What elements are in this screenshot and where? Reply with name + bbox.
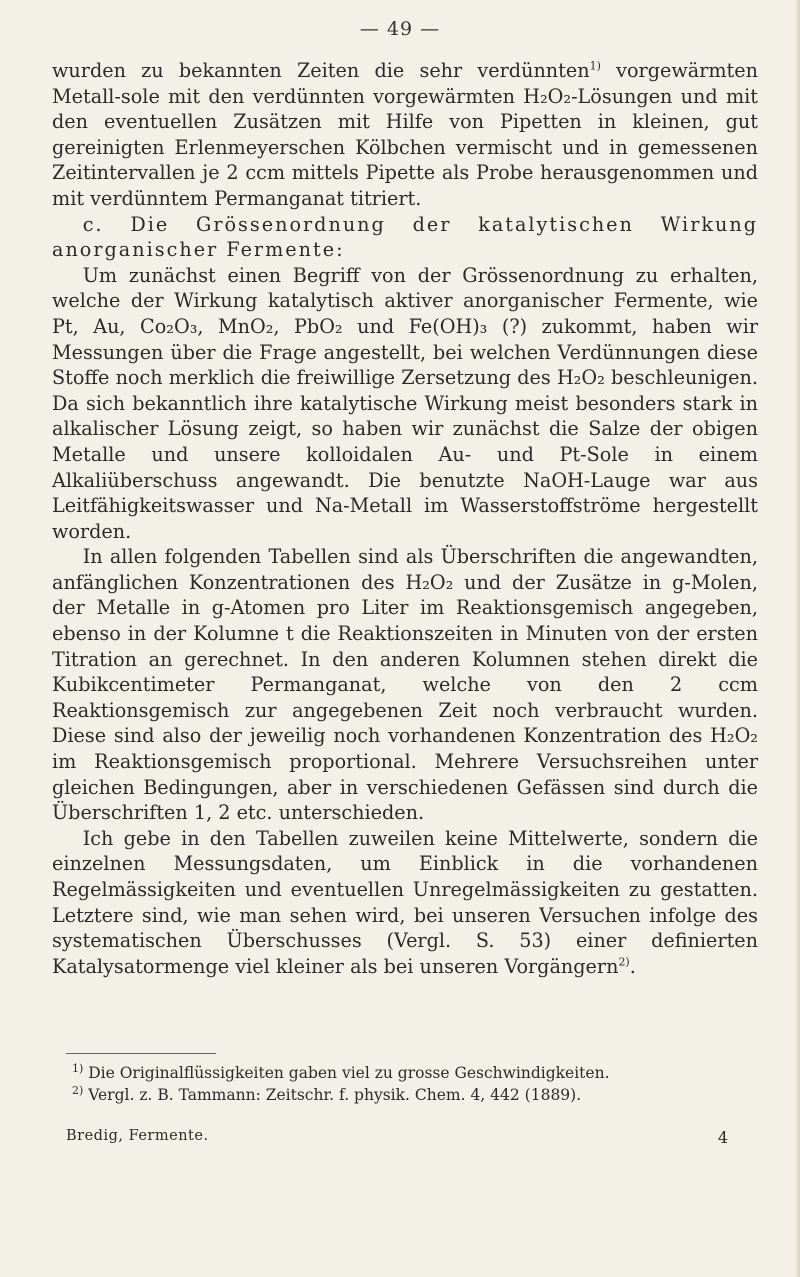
page-number: — 49 — [359,18,441,40]
footnote-mark-2: 2) [72,1083,84,1097]
paragraph-1 [52,58,758,212]
footnote-2 [72,1084,760,1106]
paragraph-1-rest: vorgewärmten Metall-sole mit den verdünnten vorgewärmten H₂O₂-Lösungen und mit den eventuellen Zusätzen mit Hilfe von Pipetten in kleinen, gut gereinigten Erlenmeyerschen Kölbchen vermischt und in gemessenen Zeitintervallen je 2 ccm mittels Pipette als Probe herausgenommen und mit verdünntem Permanganat titriert. [52,59,758,210]
footnote-text-2: Vergl. z. B. Tammann: Zeitschr. f. physik. Chem. 4, 442 (1889). [88,1086,582,1104]
footnote-text-1: Die Originalflüssigkeiten gaben viel zu grosse Geschwindigkeiten. [88,1064,610,1082]
scan-edge-shadow [794,0,800,1277]
footnote-mark-1: 1) [72,1061,84,1075]
paragraph-3: In allen folgenden Tabellen sind als Überschriften die angewandten, anfänglichen Konzentrationen des H₂O₂ und der Zusätze in g-Molen, der Metalle in g-Atomen pro Liter im Reaktionsgemisch angegeben, ebenso in der Kolumne t die Reaktionszeiten in Minuten von der ersten Titration an gerechnet. In den anderen Kolumnen stehen direkt die Kubikcentimeter Permanganat, welche von den 2 ccm Reaktionsgemisch zur angegebenen Zeit noch verbraucht wurden. Diese sind also der jeweilig noch vorhandenen Konzentration des H₂O₂ im Reaktionsgemisch proportional. Mehrere Versuchsreihen unter gleichen Bedingungen, aber in verschiedenen Gefässen sind durch die Überschriften 1, 2 etc. unterschieden. [52,545,758,825]
footnotes [60,1062,760,1106]
footnote-ref-1[interactable]: 1) [589,59,601,73]
paragraph-1-start: wurden zu bekannten Zeiten die sehr verdünnten [52,59,590,82]
paragraph-4-text: Ich gebe in den Tabellen zuweilen keine Mittelwerte, sondern die einzelnen Messungsdaten, um Einblick in die vorhandenen Regelmässigkeiten und eventuellen Unregelmässigkeiten zu gestatten. Letztere sind, wie man sehen wird, bei unseren Versuchen infolge des systematischen Überschusses (Vergl. S. 53) einer definierten Katalysatormenge viel kleiner als bei unseren Vorgängern [52,826,758,978]
footnote-1 [72,1062,760,1084]
sheet-number: 4 [717,1128,728,1147]
signature-line: Bredig, Fermente. [66,1128,209,1144]
paragraph-2: Um zunächst einen Begriff von der Grössenordnung zu erhalten, welche der Wirkung katalytisch aktiver anorganischer Fermente, wie Pt, Au, Co₂O₃, MnO₂, PbO₂ und Fe(OH)₃ (?) zukommt, haben wir Messungen über die Frage angestellt, bei welchen Verdünnungen diese Stoffe noch merklich die freiwillige Zersetzung des H₂O₂ beschleunigen. Da sich bekanntlich ihre katalytische Wirkung meist besonders stark in alkalischer Lösung zeigt, so haben wir zunächst die Salze der obigen Metalle und unsere kolloidalen Au- und Pt-Sole in einem Alkaliüberschuss angewandt. Die benutzte NaOH-Lauge war aus Leitfähigkeitswasser und Na-Metall im Wasserstoffströme hergestellt worden. [52,263,758,543]
footnote-divider [66,1053,216,1054]
paragraph-4-end: . [629,954,636,978]
footnote-ref-2[interactable]: 2) [618,955,630,969]
body-text [52,58,758,979]
paragraph-4 [52,826,758,980]
section-heading: c. Die Grössenordnung der katalytischen Wirkung anorganischer Fermente: [52,212,758,262]
